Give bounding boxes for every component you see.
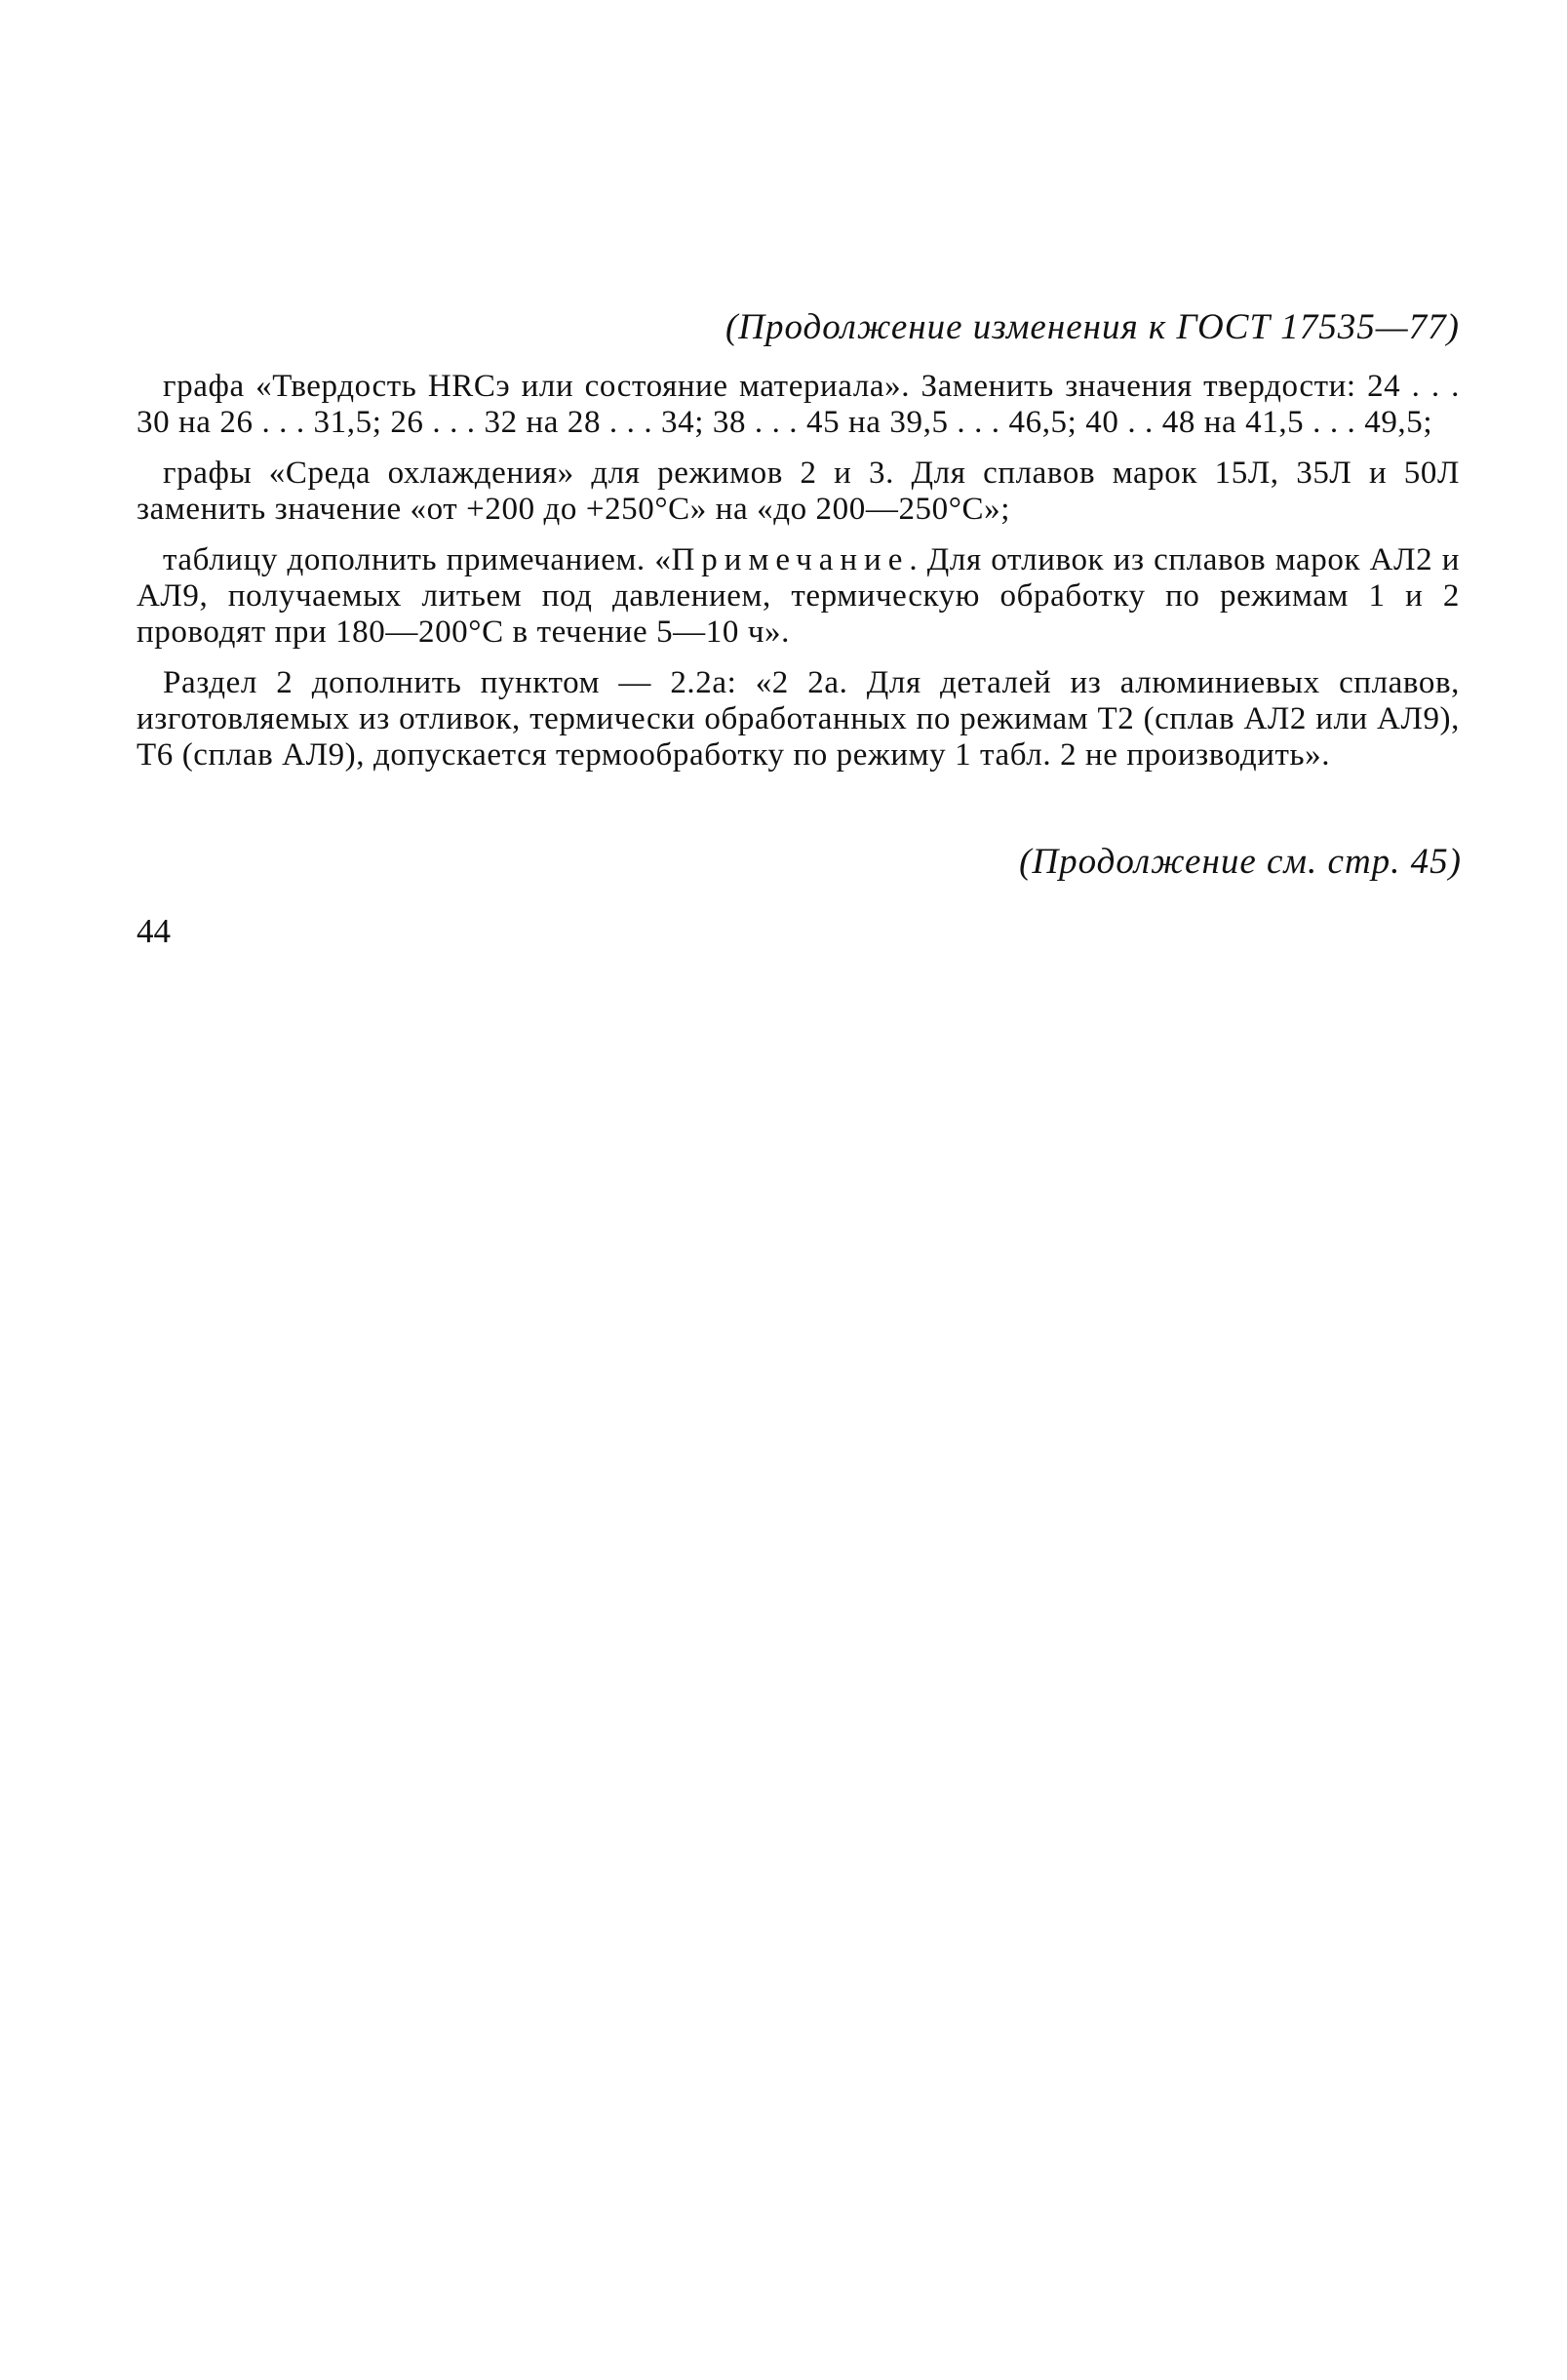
- table-note-lead: таблицу дополнить примечанием. «: [163, 542, 672, 577]
- paragraph-table-note: [137, 542, 1460, 651]
- header-continuation-note: (Продолжение изменения к ГОСТ 17535—77): [725, 307, 1460, 347]
- paragraph-hardness: графа «Твердость HRCэ или состояние материала». Заменить значения твердости: 24 . . . 30 на 26 . . . 31,5; 26 . . . 32 на 28 . . . 34; 38 . . . 45 на 39,5 . . . 46,5; 40 . . 48 на 41,5 . . . 49,5;: [137, 369, 1460, 440]
- amendment-text: [137, 369, 1460, 788]
- page-number: 44: [137, 912, 171, 950]
- table-note-text: . Для отливок из сплавов марок АЛ2 и АЛ9, получаемых литьем под давлением, термическую обработку по режимам 1 и 2 проводят при 180—200°С в течение 5—10 ч».: [137, 542, 1461, 650]
- note-keyword: Примечание: [671, 542, 910, 577]
- paragraph-cooling-medium: графы «Среда охлаждения» для режимов 2 и 3. Для сплавов марок 15Л, 35Л и 50Л заменить значение «от +200 до +250°С» на «до 200—250°С»;: [137, 456, 1460, 527]
- footer-continuation-note: (Продолжение см. стр. 45): [1019, 842, 1462, 882]
- paragraph-section-2-addition: Раздел 2 дополнить пунктом — 2.2а: «2 2а. Для деталей из алюминиевых сплавов, изготовляемых из отливок, термически обработанных по режимам Т2 (сплав АЛ2 или АЛ9), Т6 (сплав АЛ9), допускается термообработку по режиму 1 табл. 2 не производить».: [137, 665, 1460, 773]
